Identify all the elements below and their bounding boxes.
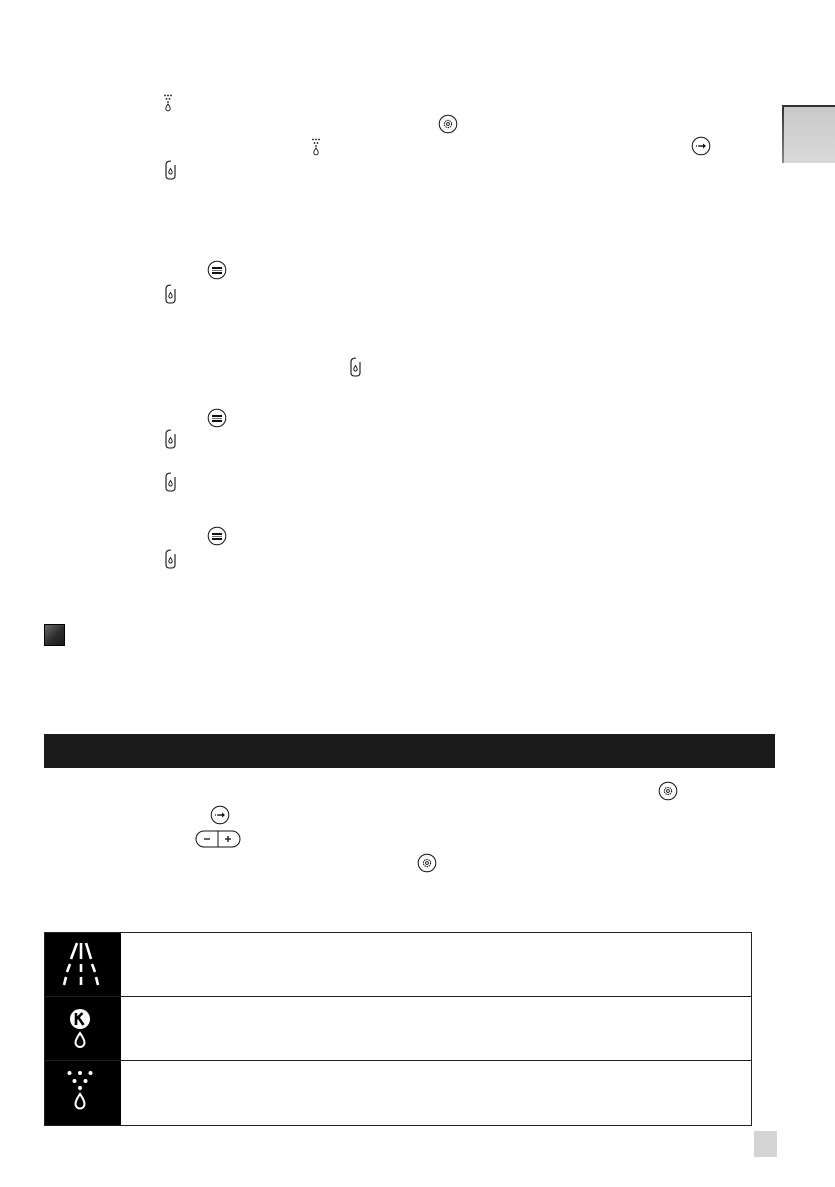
spray-drop-icon	[163, 94, 173, 112]
minus-plus-icon	[195, 829, 241, 849]
table-icon-cell	[45, 1061, 121, 1125]
mode-table	[44, 932, 752, 1126]
table-row	[45, 933, 751, 997]
table-text-cell	[121, 933, 751, 996]
section-header-bar	[44, 734, 775, 768]
gear-icon	[438, 114, 458, 134]
table-row	[45, 997, 751, 1061]
table-icon-cell	[45, 997, 121, 1060]
gear-icon	[658, 781, 678, 801]
cup-drop-icon	[163, 429, 177, 449]
gear-icon	[417, 853, 437, 873]
water-jets-icon	[45, 933, 121, 997]
spray-drop-icon	[45, 1061, 121, 1125]
start-stop-icon	[207, 260, 227, 280]
section-marker	[44, 624, 65, 646]
arrow-right-icon	[691, 136, 711, 156]
language-tab	[782, 105, 835, 163]
table-icon-cell	[45, 933, 121, 996]
spray-drop-icon	[311, 138, 321, 156]
table-text-cell	[121, 1061, 751, 1125]
cup-drop-icon	[348, 357, 362, 377]
table-row	[45, 1061, 751, 1125]
table-text-cell	[121, 997, 751, 1060]
start-stop-icon	[207, 408, 227, 428]
arrow-right-icon	[210, 805, 230, 825]
cup-drop-icon	[163, 472, 177, 492]
cup-drop-icon	[163, 284, 177, 304]
page-number-box	[754, 1131, 777, 1157]
cup-drop-icon	[163, 160, 177, 180]
k-drop-icon	[45, 997, 121, 1061]
start-stop-icon	[207, 526, 227, 546]
cup-drop-icon	[163, 549, 177, 569]
